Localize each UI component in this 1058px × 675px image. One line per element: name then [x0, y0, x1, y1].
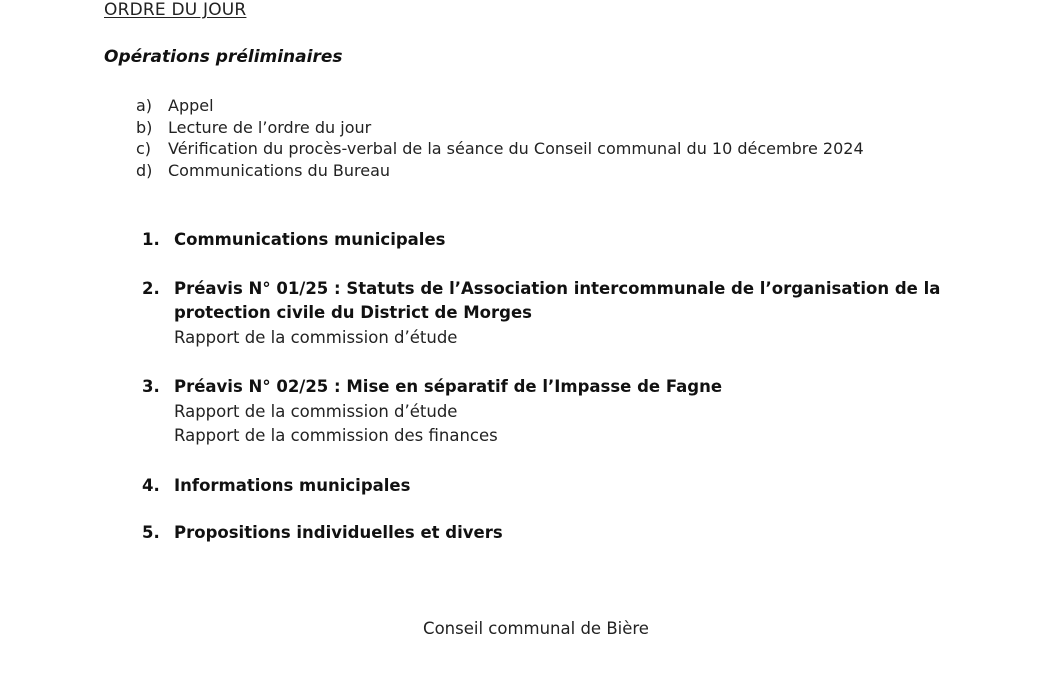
- agenda-item-number: 1.: [142, 230, 160, 249]
- agenda-item-title: Propositions individuelles et divers: [174, 523, 503, 542]
- preliminary-item: [136, 117, 864, 139]
- preliminary-item-text: Vérification du procès-verbal de la séance du Conseil communal du 10 décembre 2024: [168, 139, 864, 158]
- agenda-item-title: Préavis N° 02/25 : Mise en séparatif de l’Impasse de Fagne: [174, 377, 723, 396]
- agenda-item-subline: Rapport de la commission des finances: [174, 426, 498, 445]
- preliminary-item-text: Appel: [168, 96, 214, 115]
- agenda-item: [142, 228, 962, 253]
- agenda-item: [142, 375, 962, 449]
- preliminary-section-title: Opérations préliminaires: [104, 47, 343, 67]
- agenda-item-title: Communications municipales: [174, 230, 446, 249]
- preliminary-item-letter: b): [136, 117, 153, 137]
- preliminary-list: [136, 95, 864, 181]
- agenda-item-number: 2.: [142, 278, 160, 298]
- preliminary-item-letter: a): [136, 96, 153, 115]
- agenda-item-number: 4.: [142, 475, 160, 495]
- agenda-item: [142, 474, 962, 499]
- agenda-items: [142, 228, 962, 546]
- agenda-item-body: [174, 228, 962, 253]
- agenda-item: [142, 277, 962, 351]
- agenda-item-body: [174, 474, 962, 499]
- preliminary-item-text: Communications du Bureau: [168, 160, 391, 180]
- preliminary-item: [136, 138, 864, 160]
- agenda-item-title: Préavis N° 01/25 : Statuts de l’Association intercommunale de l’organisation de la protection civile du District de Morges: [174, 278, 941, 322]
- agenda-item-body: [174, 521, 962, 546]
- preliminary-item: [136, 95, 864, 117]
- agenda-item: [142, 521, 962, 546]
- agenda-item-number: 5.: [142, 523, 160, 542]
- preliminary-item-letter: c): [136, 139, 152, 158]
- preliminary-item: [136, 160, 864, 182]
- agenda-item-subline: Rapport de la commission d’étude: [174, 327, 458, 347]
- agenda-item-number: 3.: [142, 377, 160, 396]
- preliminary-item-text: Lecture de l’ordre du jour: [168, 117, 372, 137]
- agenda-item-body: [174, 375, 962, 449]
- agenda-item-body: [174, 277, 962, 351]
- agenda-item-subline: Rapport de la commission d’étude: [174, 401, 458, 421]
- council-footer: Conseil communal de Bière: [423, 619, 649, 638]
- agenda-item-title: Informations municipales: [174, 475, 411, 495]
- agenda-heading: ORDRE DU JOUR: [104, 0, 247, 20]
- preliminary-item-letter: d): [136, 160, 153, 180]
